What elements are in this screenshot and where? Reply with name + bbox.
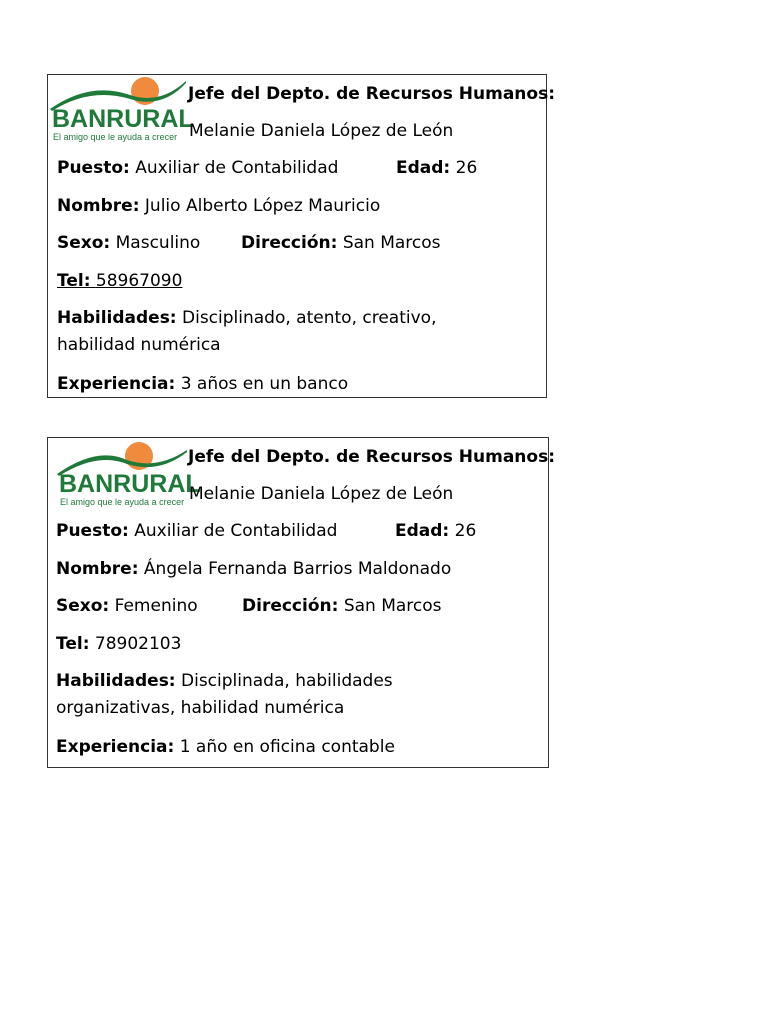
edad-label: Edad: bbox=[396, 158, 451, 178]
experiencia-row bbox=[56, 736, 395, 758]
sexo-row bbox=[56, 595, 198, 617]
experiencia-value: 3 años en un banco bbox=[180, 374, 349, 394]
banrural-logo bbox=[50, 75, 194, 147]
puesto-value: Auxiliar de Contabilidad bbox=[134, 521, 338, 541]
tel-value: 58967090 bbox=[95, 271, 183, 291]
nombre-label: Nombre: bbox=[56, 559, 139, 579]
tel-row bbox=[57, 270, 182, 292]
edad-value: 26 bbox=[455, 158, 478, 178]
header-title: Jefe del Depto. de Recursos Humanos: bbox=[188, 447, 555, 467]
experiencia-value: 1 año en oficina contable bbox=[179, 737, 395, 757]
tel-label: Tel: bbox=[56, 634, 90, 654]
edad-value: 26 bbox=[454, 521, 477, 541]
banrural-logo bbox=[57, 440, 201, 512]
puesto-label: Puesto: bbox=[57, 158, 130, 178]
direccion-row bbox=[242, 595, 442, 617]
employee-card-2 bbox=[47, 437, 555, 768]
tel-row bbox=[56, 633, 181, 655]
direccion-label: Dirección: bbox=[241, 233, 338, 253]
habilidades-row bbox=[56, 668, 496, 722]
brand-name: BANRURAL bbox=[59, 470, 201, 498]
nombre-value: Julio Alberto López Mauricio bbox=[144, 196, 381, 216]
header-name: Melanie Daniela López de León bbox=[189, 121, 454, 141]
edad-row bbox=[395, 520, 476, 542]
nombre-value: Ángela Fernanda Barrios Maldonado bbox=[143, 559, 452, 579]
edad-row bbox=[396, 157, 477, 179]
habilidades-label: Habilidades: bbox=[56, 671, 176, 691]
edad-label: Edad: bbox=[395, 521, 450, 541]
puesto-label: Puesto: bbox=[56, 521, 129, 541]
direccion-row bbox=[241, 232, 441, 254]
brand-tagline: El amigo que le ayuda a crecer bbox=[60, 497, 185, 507]
employee-card-1 bbox=[47, 74, 555, 398]
nombre-label: Nombre: bbox=[57, 196, 140, 216]
habilidades-row bbox=[57, 305, 497, 359]
experiencia-label: Experiencia: bbox=[56, 737, 175, 757]
sexo-label: Sexo: bbox=[57, 233, 111, 253]
nombre-row bbox=[56, 558, 451, 580]
puesto-value: Auxiliar de Contabilidad bbox=[135, 158, 339, 178]
sexo-value: Femenino bbox=[114, 596, 198, 616]
direccion-label: Dirección: bbox=[242, 596, 339, 616]
sexo-value: Masculino bbox=[115, 233, 201, 253]
habilidades-value: Disciplinado, atento, creativo, habilidad numérica bbox=[57, 308, 437, 355]
sexo-row bbox=[57, 232, 200, 254]
experiencia-row bbox=[57, 373, 348, 395]
experiencia-label: Experiencia: bbox=[57, 374, 176, 394]
header-title: Jefe del Depto. de Recursos Humanos: bbox=[188, 84, 555, 104]
sexo-label: Sexo: bbox=[56, 596, 110, 616]
habilidades-value: Disciplinada, habilidades organizativas, habilidad numérica bbox=[56, 671, 393, 718]
header-name: Melanie Daniela López de León bbox=[189, 484, 454, 504]
habilidades-label: Habilidades: bbox=[57, 308, 177, 328]
nombre-row bbox=[57, 195, 380, 217]
brand-tagline: El amigo que le ayuda a crecer bbox=[53, 132, 178, 142]
direccion-value: San Marcos bbox=[342, 233, 441, 253]
tel-label: Tel: bbox=[57, 271, 91, 291]
brand-name: BANRURAL bbox=[52, 105, 194, 133]
direccion-value: San Marcos bbox=[343, 596, 442, 616]
tel-value: 78902103 bbox=[94, 634, 182, 654]
puesto-row bbox=[56, 520, 337, 542]
puesto-row bbox=[57, 157, 338, 179]
